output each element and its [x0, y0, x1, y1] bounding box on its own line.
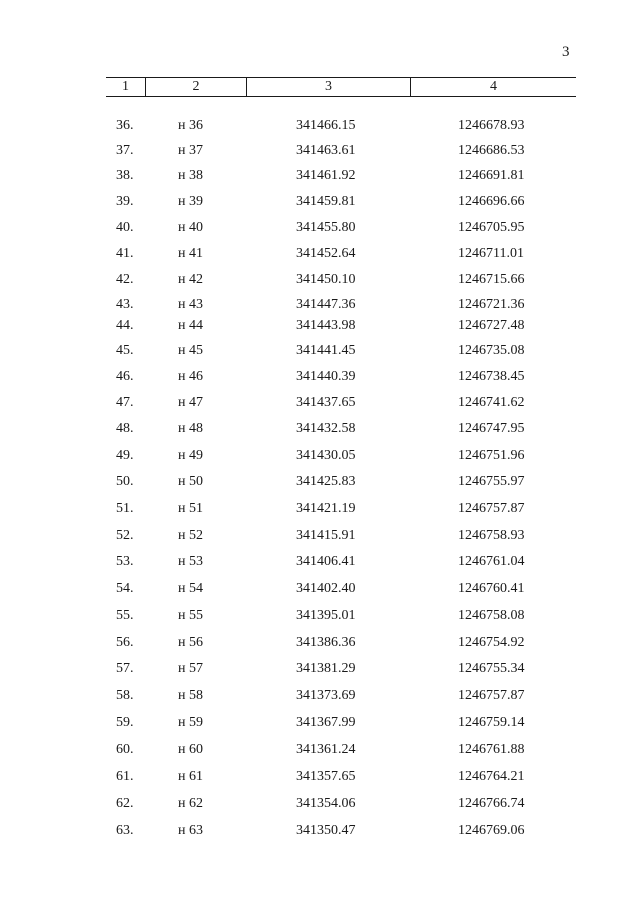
point-name: н 37	[178, 143, 203, 158]
coord-x: 341395.01	[296, 608, 356, 623]
coord-y: 1246741.62	[458, 395, 525, 410]
table-row	[0, 272, 637, 290]
point-name: н 60	[178, 742, 203, 757]
coord-y: 1246711.01	[458, 246, 524, 261]
coord-x: 341402.40	[296, 581, 356, 596]
header-top-rule	[106, 77, 576, 78]
point-name: н 58	[178, 688, 203, 703]
table-header	[106, 77, 576, 97]
table-row	[0, 742, 637, 760]
coord-y: 1246769.06	[458, 823, 525, 838]
row-number: 38.	[116, 168, 134, 183]
point-name: н 50	[178, 474, 203, 489]
row-number: 58.	[116, 688, 134, 703]
coord-x: 341357.65	[296, 769, 356, 784]
point-name: н 42	[178, 272, 203, 287]
coord-y: 1246678.93	[458, 118, 525, 133]
header-col-2: 2	[192, 79, 200, 94]
point-name: н 48	[178, 421, 203, 436]
point-name: н 53	[178, 554, 203, 569]
table-row	[0, 528, 637, 546]
row-number: 40.	[116, 220, 134, 235]
table-row	[0, 421, 637, 439]
table-row	[0, 501, 637, 519]
row-number: 50.	[116, 474, 134, 489]
coord-y: 1246766.74	[458, 796, 525, 811]
point-name: н 52	[178, 528, 203, 543]
coord-x: 341367.99	[296, 715, 356, 730]
coord-x: 341466.15	[296, 118, 356, 133]
row-number: 63.	[116, 823, 134, 838]
point-name: н 36	[178, 118, 203, 133]
row-number: 62.	[116, 796, 134, 811]
table-row	[0, 395, 637, 413]
point-name: н 62	[178, 796, 203, 811]
table-row	[0, 118, 637, 136]
header-col-1: 1	[122, 79, 129, 94]
coord-x: 341350.47	[296, 823, 356, 838]
coord-x: 341354.06	[296, 796, 356, 811]
row-number: 45.	[116, 343, 134, 358]
point-name: н 57	[178, 661, 203, 676]
table-row	[0, 143, 637, 161]
coord-y: 1246754.92	[458, 635, 525, 650]
point-name: н 41	[178, 246, 203, 261]
coord-x: 341455.80	[296, 220, 356, 235]
point-name: н 56	[178, 635, 203, 650]
row-number: 56.	[116, 635, 134, 650]
table-row	[0, 448, 637, 466]
table-row	[0, 554, 637, 572]
point-name: н 49	[178, 448, 203, 463]
table-row	[0, 688, 637, 706]
coord-y: 1246705.95	[458, 220, 525, 235]
row-number: 41.	[116, 246, 134, 261]
table-row	[0, 823, 637, 841]
coord-x: 341415.91	[296, 528, 356, 543]
row-number: 53.	[116, 554, 134, 569]
point-name: н 45	[178, 343, 203, 358]
row-number: 46.	[116, 369, 134, 384]
page-number: 3	[562, 44, 570, 60]
coord-x: 341430.05	[296, 448, 356, 463]
coord-y: 1246764.21	[458, 769, 525, 784]
coord-y: 1246758.08	[458, 608, 525, 623]
table-row	[0, 474, 637, 492]
coord-y: 1246696.66	[458, 194, 525, 209]
table-row	[0, 297, 637, 315]
row-number: 44.	[116, 318, 134, 333]
table-row	[0, 635, 637, 653]
point-name: н 38	[178, 168, 203, 183]
coord-x: 341440.39	[296, 369, 356, 384]
coord-y: 1246757.87	[458, 688, 525, 703]
table-row	[0, 168, 637, 186]
row-number: 36.	[116, 118, 134, 133]
row-number: 54.	[116, 581, 134, 596]
header-col-3: 3	[325, 79, 332, 94]
table-row	[0, 343, 637, 361]
coord-y: 1246691.81	[458, 168, 525, 183]
coord-x: 341452.64	[296, 246, 356, 261]
coord-y: 1246760.41	[458, 581, 525, 596]
header-col-4: 4	[490, 79, 497, 94]
coord-x: 341386.36	[296, 635, 356, 650]
header-bottom-rule	[106, 96, 576, 97]
coord-x: 341450.10	[296, 272, 356, 287]
row-number: 48.	[116, 421, 134, 436]
row-number: 52.	[116, 528, 134, 543]
coord-x: 341447.36	[296, 297, 356, 312]
point-name: н 43	[178, 297, 203, 312]
coord-y: 1246686.53	[458, 143, 525, 158]
coord-y: 1246755.34	[458, 661, 525, 676]
coord-x: 341459.81	[296, 194, 356, 209]
coord-y: 1246759.14	[458, 715, 525, 730]
row-number: 49.	[116, 448, 134, 463]
row-number: 51.	[116, 501, 134, 516]
row-number: 39.	[116, 194, 134, 209]
table-row	[0, 246, 637, 264]
point-name: н 55	[178, 608, 203, 623]
table-row	[0, 715, 637, 733]
coord-y: 1246715.66	[458, 272, 525, 287]
coord-y: 1246755.97	[458, 474, 525, 489]
row-number: 59.	[116, 715, 134, 730]
coord-x: 341461.92	[296, 168, 356, 183]
row-number: 57.	[116, 661, 134, 676]
coord-x: 341406.41	[296, 554, 356, 569]
table-row	[0, 194, 637, 212]
point-name: н 59	[178, 715, 203, 730]
table-row	[0, 581, 637, 599]
coord-y: 1246738.45	[458, 369, 525, 384]
table-row	[0, 220, 637, 238]
point-name: н 63	[178, 823, 203, 838]
point-name: н 46	[178, 369, 203, 384]
coord-x: 341443.98	[296, 318, 356, 333]
table-row	[0, 369, 637, 387]
coord-x: 341373.69	[296, 688, 356, 703]
coord-y: 1246735.08	[458, 343, 525, 358]
table-row	[0, 608, 637, 626]
point-name: н 39	[178, 194, 203, 209]
coord-x: 341421.19	[296, 501, 356, 516]
coord-y: 1246747.95	[458, 421, 525, 436]
coord-x: 341361.24	[296, 742, 356, 757]
coord-y: 1246758.93	[458, 528, 525, 543]
row-number: 43.	[116, 297, 134, 312]
coord-x: 341437.65	[296, 395, 356, 410]
coord-y: 1246757.87	[458, 501, 525, 516]
row-number: 60.	[116, 742, 134, 757]
point-name: н 51	[178, 501, 203, 516]
coord-y: 1246721.36	[458, 297, 525, 312]
coord-x: 341432.58	[296, 421, 356, 436]
point-name: н 47	[178, 395, 203, 410]
coord-x: 341441.45	[296, 343, 356, 358]
table-row	[0, 318, 637, 336]
table-row	[0, 661, 637, 679]
table-row	[0, 769, 637, 787]
coord-x: 341425.83	[296, 474, 356, 489]
coord-x: 341381.29	[296, 661, 356, 676]
point-name: н 54	[178, 581, 203, 596]
row-number: 61.	[116, 769, 134, 784]
point-name: н 40	[178, 220, 203, 235]
row-number: 55.	[116, 608, 134, 623]
table-row	[0, 796, 637, 814]
coord-x: 341463.61	[296, 143, 356, 158]
coord-y: 1246751.96	[458, 448, 525, 463]
coord-y: 1246761.04	[458, 554, 525, 569]
point-name: н 44	[178, 318, 203, 333]
coord-y: 1246761.88	[458, 742, 525, 757]
row-number: 47.	[116, 395, 134, 410]
point-name: н 61	[178, 769, 203, 784]
coord-y: 1246727.48	[458, 318, 525, 333]
row-number: 37.	[116, 143, 134, 158]
row-number: 42.	[116, 272, 134, 287]
